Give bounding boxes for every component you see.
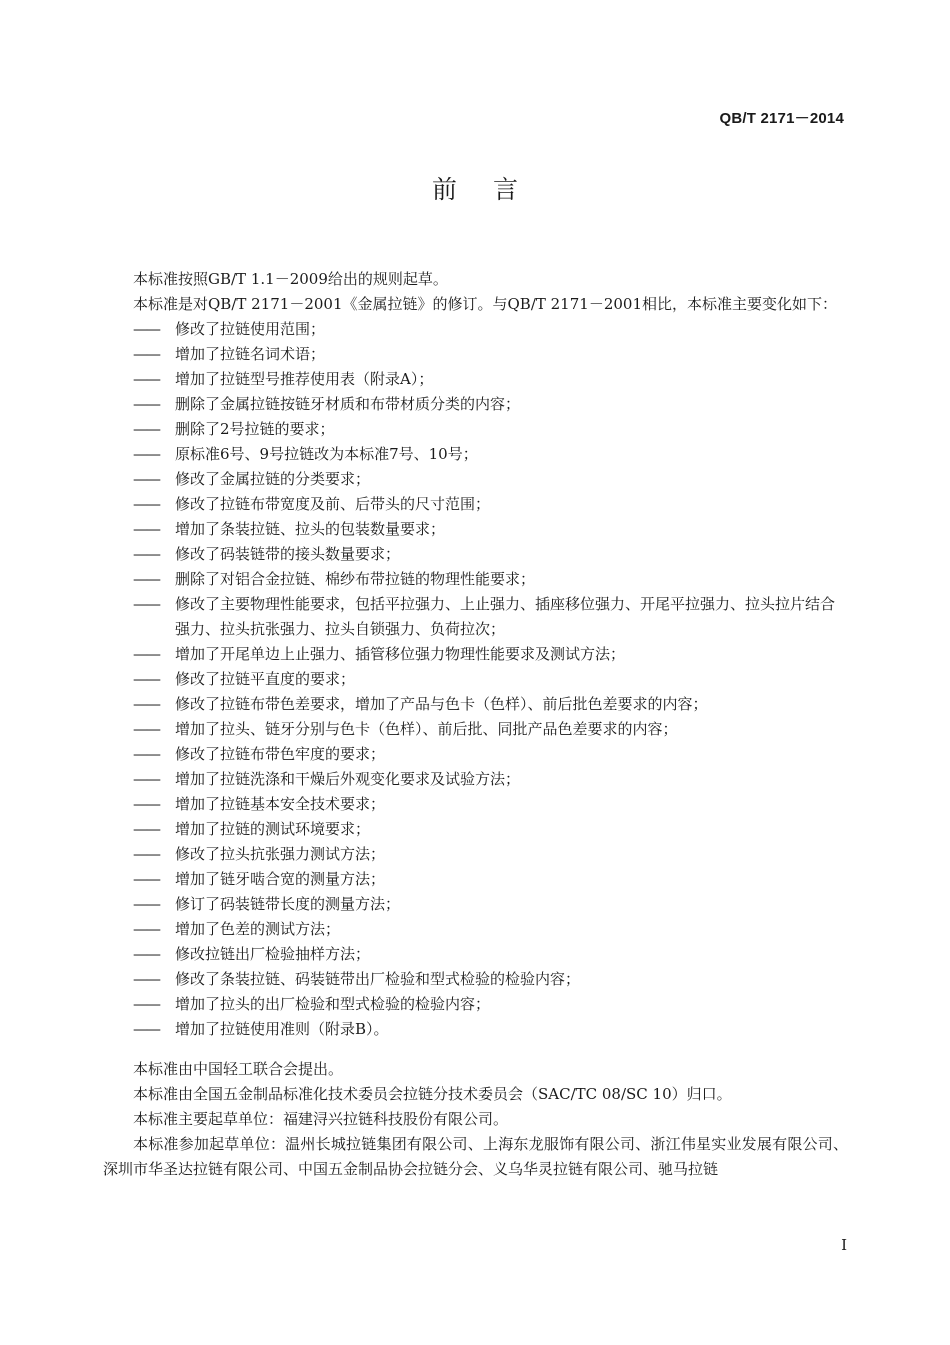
dash-marker: —— bbox=[133, 820, 159, 838]
dash-marker: —— bbox=[133, 970, 159, 988]
standard-code: QB/T 2171－2014 bbox=[719, 110, 844, 127]
change-text: 增加了拉链基本安全技术要求； bbox=[175, 795, 386, 813]
change-text: 增加了拉头、链牙分别与色卡（色样）、前后批、同批产品色差要求的内容； bbox=[175, 720, 678, 738]
change-item bbox=[103, 317, 848, 342]
change-item bbox=[103, 1017, 848, 1042]
dash-marker: —— bbox=[133, 720, 159, 738]
change-item bbox=[103, 942, 848, 967]
change-item bbox=[103, 517, 848, 542]
change-text: 增加了条装拉链、拉头的包装数量要求； bbox=[175, 520, 446, 538]
dash-marker: —— bbox=[133, 895, 159, 913]
change-item bbox=[103, 742, 848, 767]
dash-marker: —— bbox=[133, 395, 159, 413]
dash-marker: —— bbox=[133, 745, 159, 763]
dash-marker: —— bbox=[133, 420, 159, 438]
change-text: 增加了拉链洗涤和干燥后外观变化要求及试验方法； bbox=[175, 770, 521, 788]
change-item bbox=[103, 592, 848, 642]
change-text: 修改了拉链布带色差要求，增加了产品与色卡（色样）、前后批色差要求的内容； bbox=[175, 695, 708, 713]
dash-marker: —— bbox=[133, 845, 159, 863]
change-text: 修改了主要物理性能要求，包括平拉强力、上止强力、插座移位强力、开尾平拉强力、拉头拉片结合强力、拉头抗张强力、拉头自锁强力、负荷拉次； bbox=[175, 595, 836, 638]
change-item bbox=[103, 417, 848, 442]
change-text: 增加了链牙啮合宽的测量方法； bbox=[175, 870, 386, 888]
dash-marker: —— bbox=[133, 1020, 159, 1038]
change-text: 修改了拉链布带色牢度的要求； bbox=[175, 745, 386, 763]
change-text: 删除了2号拉链的要求； bbox=[175, 420, 335, 438]
dash-marker: —— bbox=[133, 770, 159, 788]
dash-marker: —— bbox=[133, 670, 159, 688]
dash-marker: —— bbox=[133, 920, 159, 938]
dash-marker: —— bbox=[133, 370, 159, 388]
change-text: 修改了条装拉链、码装链带出厂检验和型式检验的检验内容； bbox=[175, 970, 581, 988]
dash-marker: —— bbox=[133, 795, 159, 813]
change-text: 增加了色差的测试方法； bbox=[175, 920, 341, 938]
dash-marker: —— bbox=[133, 695, 159, 713]
intro-paragraph: 本标准按照GB/T 1.1－2009给出的规则起草。 bbox=[133, 270, 448, 288]
change-text: 删除了金属拉链按链牙材质和布带材质分类的内容； bbox=[175, 395, 521, 413]
change-item bbox=[103, 442, 848, 467]
change-item bbox=[103, 992, 848, 1017]
change-item bbox=[103, 842, 848, 867]
change-item bbox=[103, 717, 848, 742]
dash-marker: —— bbox=[133, 320, 159, 338]
intro-paragraph: 本标准是对QB/T 2171－2001《金属拉链》的修订。与QB/T 2171－2001相比，本标准主要变化如下： bbox=[133, 295, 837, 313]
closing-paragraph: 本标准由中国轻工联合会提出。 bbox=[133, 1060, 344, 1078]
change-item bbox=[103, 392, 848, 417]
change-item bbox=[103, 967, 848, 992]
dash-marker: —— bbox=[133, 445, 159, 463]
dash-marker: —— bbox=[133, 570, 159, 588]
change-item bbox=[103, 792, 848, 817]
change-item bbox=[103, 367, 848, 392]
change-text: 修改了金属拉链的分类要求； bbox=[175, 470, 371, 488]
dash-marker: —— bbox=[133, 870, 159, 888]
page-title: 前言 bbox=[431, 175, 554, 204]
change-text: 增加了拉头的出厂检验和型式检验的检验内容； bbox=[175, 995, 491, 1013]
change-item bbox=[103, 767, 848, 792]
closing-paragraph: 本标准参加起草单位：温州长城拉链集团有限公司、上海东龙服饰有限公司、浙江伟星实业发展有限公司、深圳市华圣达拉链有限公司、中国五金制品协会拉链分会、义乌华灵拉链有限公司、驰马拉链 bbox=[103, 1135, 848, 1178]
change-item bbox=[103, 467, 848, 492]
change-item bbox=[103, 917, 848, 942]
dash-marker: —— bbox=[133, 345, 159, 363]
change-text: 删除了对铝合金拉链、棉纱布带拉链的物理性能要求； bbox=[175, 570, 536, 588]
change-text: 修改了拉头抗张强力测试方法； bbox=[175, 845, 386, 863]
change-item bbox=[103, 892, 848, 917]
change-text: 修改了码装链带的接头数量要求； bbox=[175, 545, 401, 563]
spacer bbox=[103, 1042, 848, 1057]
closing-paragraph: 本标准主要起草单位：福建浔兴拉链科技股份有限公司。 bbox=[133, 1110, 509, 1128]
change-text: 修订了码装链带长度的测量方法； bbox=[175, 895, 401, 913]
change-item bbox=[103, 817, 848, 842]
change-item bbox=[103, 692, 848, 717]
change-text: 增加了拉链使用准则（附录B）。 bbox=[175, 1020, 389, 1038]
change-text: 修改了拉链使用范围； bbox=[175, 320, 326, 338]
dash-marker: —— bbox=[133, 545, 159, 563]
page-number: I bbox=[841, 1236, 847, 1254]
change-text: 修改拉链出厂检验抽样方法； bbox=[175, 945, 371, 963]
change-item bbox=[103, 642, 848, 667]
change-text: 增加了拉链型号推荐使用表（附录A）； bbox=[175, 370, 434, 388]
dash-marker: —— bbox=[133, 945, 159, 963]
change-item bbox=[103, 567, 848, 592]
dash-marker: —— bbox=[133, 645, 159, 663]
change-list bbox=[103, 317, 848, 1042]
change-item bbox=[103, 667, 848, 692]
change-item bbox=[103, 542, 848, 567]
change-text: 修改了拉链平直度的要求； bbox=[175, 670, 356, 688]
dash-marker: —— bbox=[133, 520, 159, 538]
change-text: 增加了拉链的测试环境要求； bbox=[175, 820, 371, 838]
change-text: 原标准6号、9号拉链改为本标准7号、10号； bbox=[175, 445, 478, 463]
change-item bbox=[103, 342, 848, 367]
dash-marker: —— bbox=[133, 995, 159, 1013]
dash-marker: —— bbox=[133, 495, 159, 513]
closing-paragraph: 本标准由全国五金制品标准化技术委员会拉链分技术委员会（SAC/TC 08/SC 10）归口。 bbox=[133, 1085, 732, 1103]
change-text: 修改了拉链布带宽度及前、后带头的尺寸范围； bbox=[175, 495, 491, 513]
change-item bbox=[103, 492, 848, 517]
change-text: 增加了拉链名词术语； bbox=[175, 345, 326, 363]
change-text: 增加了开尾单边上止强力、插管移位强力物理性能要求及测试方法； bbox=[175, 645, 626, 663]
dash-marker: —— bbox=[133, 595, 159, 613]
dash-marker: —— bbox=[133, 470, 159, 488]
change-item bbox=[103, 867, 848, 892]
document-body bbox=[103, 267, 848, 1182]
